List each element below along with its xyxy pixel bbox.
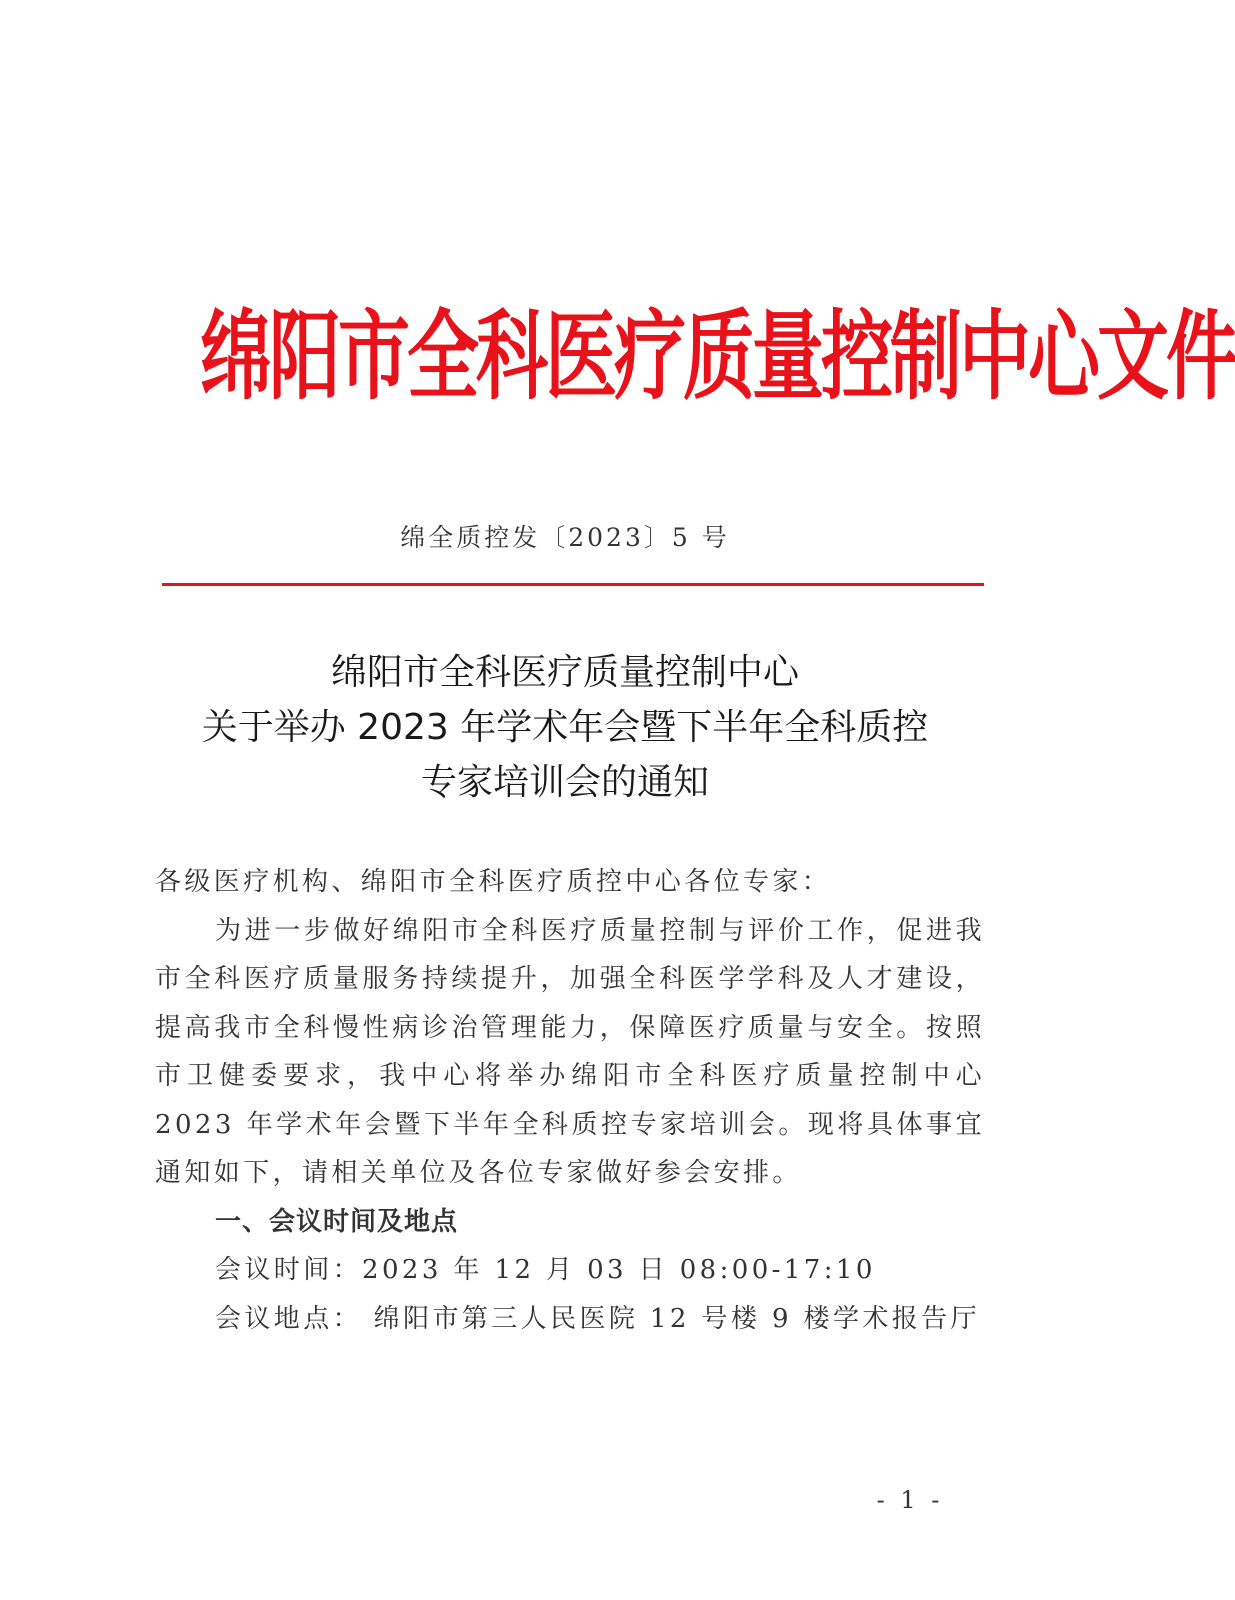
section-heading-time-place: 一、会议时间及地点 xyxy=(215,1206,459,1237)
notice-title-line-3: 专家培训会的通知 xyxy=(420,762,709,803)
document-number: 绵全质控发〔2023〕5 号 xyxy=(400,523,730,552)
meeting-place: 会议地点： 绵阳市第三人民医院 12 号楼 9 楼学术报告厅 xyxy=(215,1303,980,1334)
red-header-title: 绵阳市全科医疗质量控制中心文件 xyxy=(200,299,1235,413)
intro-paragraph: 为进一步做好绵阳市全科医疗质量控制与评价工作，促进我市全科医疗质量服务持续提升，加强全科医学学科及人才建设，提高我市全科慢性病诊治管理能力，保障医疗质量与安全。按照市卫健委要求，我中心将举办绵阳市全科医疗质量控制中心 2023 年学术年会暨下半年全科质控专家培训会。现将具体事宜通知如下，请相关单位及各位专家做好参会安排。 xyxy=(155,915,985,1188)
notice-title xyxy=(0,645,1130,810)
page-number: - 1 - xyxy=(876,1486,944,1514)
notice-title-line-1: 绵阳市全科医疗质量控制中心 xyxy=(330,652,799,693)
meeting-time: 会议时间：2023 年 12 月 03 日 08:00-17:10 xyxy=(215,1255,876,1285)
salutation: 各级医疗机构、绵阳市全科医疗质控中心各位专家： xyxy=(155,867,832,897)
red-divider-line xyxy=(162,583,984,586)
notice-body xyxy=(155,858,985,1343)
notice-title-line-2: 关于举办 2023 年学术年会暨下半年全科质控 xyxy=(201,707,929,748)
